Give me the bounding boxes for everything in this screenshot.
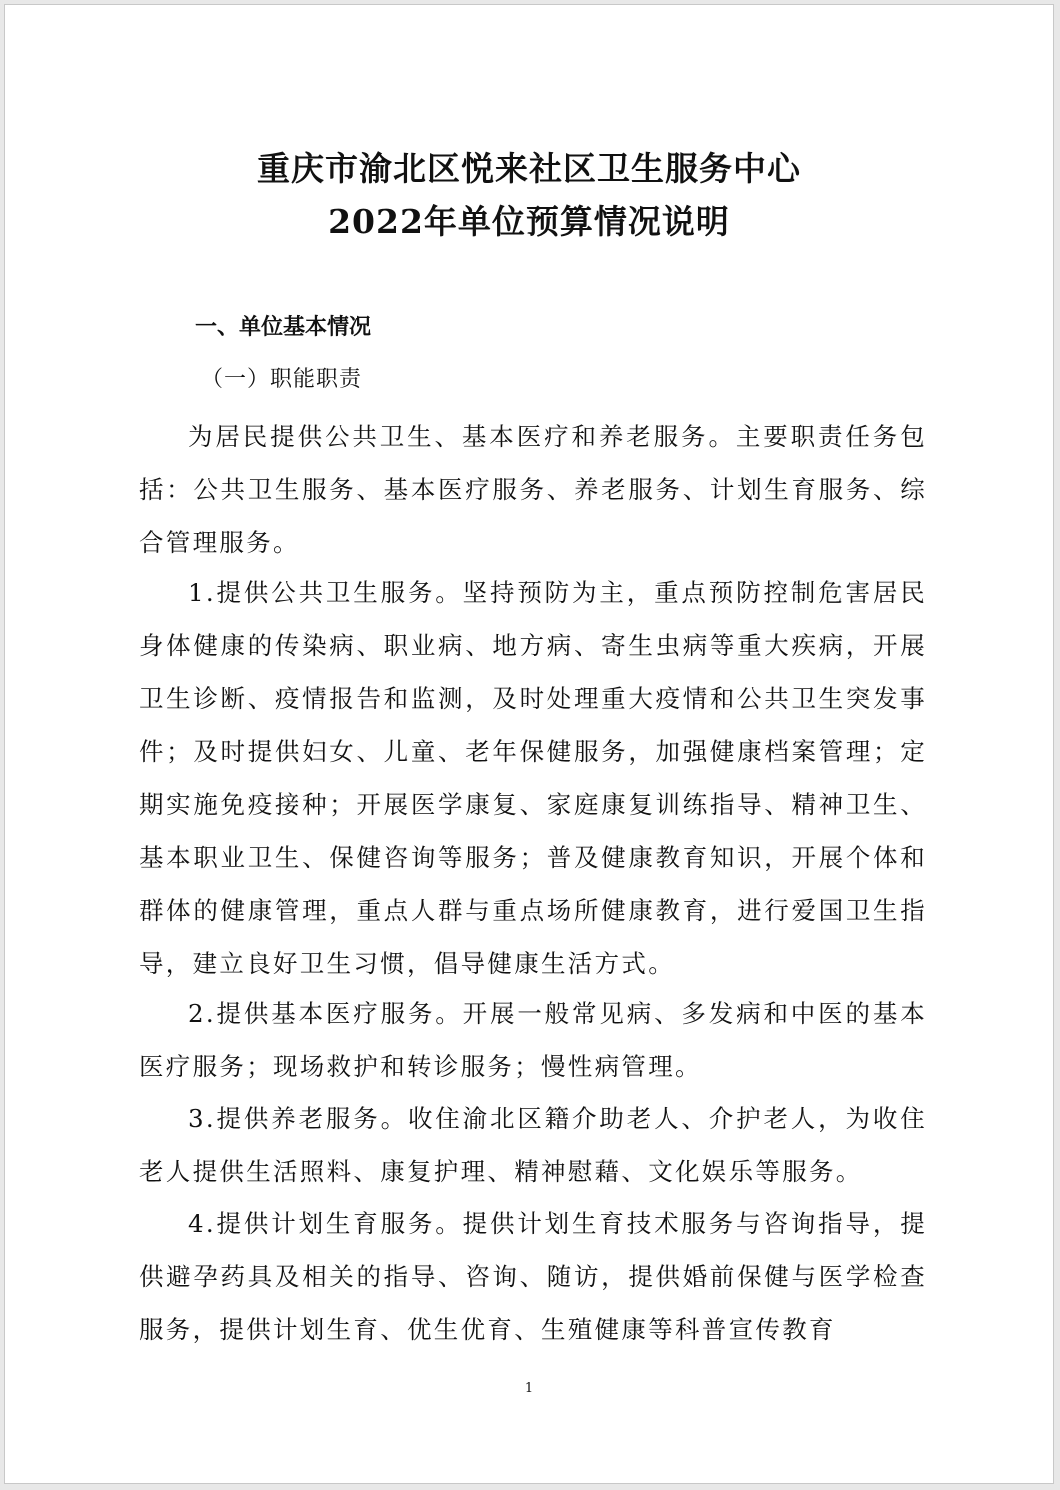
- document-title-line1: 重庆市渝北区悦来社区卫生服务中心: [257, 149, 801, 188]
- paragraph-public-health: 1.提供公共卫生服务。坚持预防为主，重点预防控制危害居民身体健康的传染病、职业病、地方病、寄生虫病等重大疾病，开展卫生诊断、疫情报告和监测，及时处理重大疫情和公共卫生突发事件；及时提供妇女、儿童、老年保健服务，加强健康档案管理；定期实施免疫接种；开展医学康复、家庭康复训练指导、精神卫生、基本职业卫生、保健咨询等服务；普及健康教育知识，开展个体和群体的健康管理，重点人群与重点场所健康教育，进行爱国卫生指导，建立良好卫生习惯，倡导健康生活方式。: [139, 578, 927, 978]
- paragraph-elderly-care: 3.提供养老服务。收住渝北区籍介助老人、介护老人，为收住老人提供生活照料、康复护理、精神慰藉、文化娱乐等服务。: [139, 1104, 927, 1186]
- paragraph-family-planning: 4.提供计划生育服务。提供计划生育技术服务与咨询指导，提供避孕药具及相关的指导、咨询、随访，提供婚前保健与医学检查服务，提供计划生育、优生优育、生殖健康等科普宣传教育: [139, 1209, 927, 1344]
- sub-heading: （一）职能职责: [201, 367, 363, 392]
- page-number: 1: [524, 1381, 534, 1396]
- document-title-line2: 2022年单位预算情况说明: [328, 202, 730, 241]
- document-page: [4, 4, 1054, 1484]
- paragraph-overview: 为居民提供公共卫生、基本医疗和养老服务。主要职责任务包括：公共卫生服务、基本医疗服务、养老服务、计划生育服务、综合管理服务。: [139, 422, 927, 557]
- section-heading: 一、单位基本情况: [195, 315, 372, 340]
- paragraph-basic-medical: 2.提供基本医疗服务。开展一般常见病、多发病和中医的基本医疗服务；现场救护和转诊服务；慢性病管理。: [139, 999, 927, 1081]
